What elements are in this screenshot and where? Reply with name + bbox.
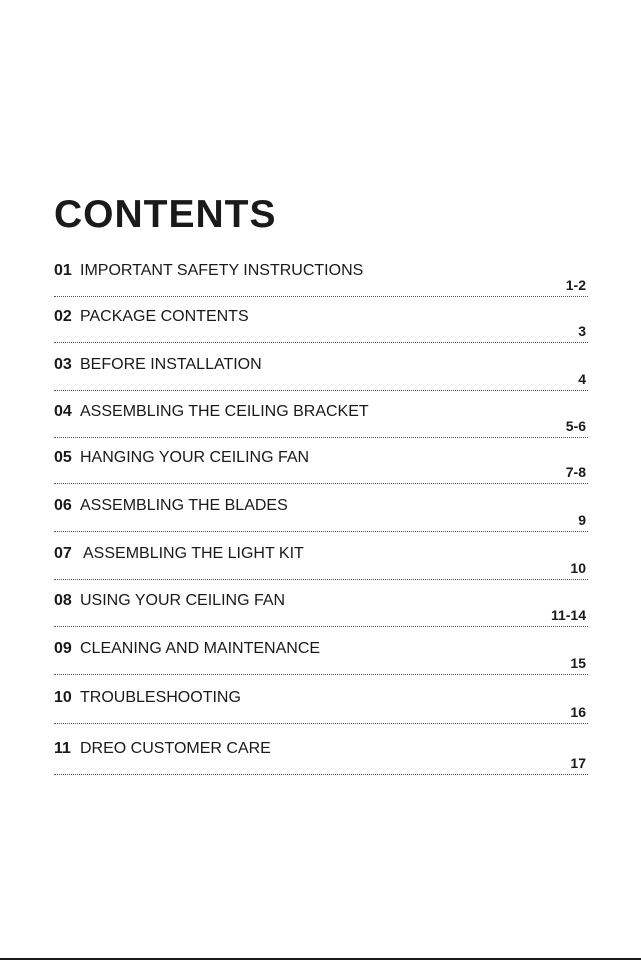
section-title: DREO CUSTOMER CARE [80,740,271,757]
toc-entry[interactable] [54,449,588,484]
toc-entry[interactable] [54,740,588,775]
section-title: IMPORTANT SAFETY INSTRUCTIONS [80,262,364,279]
section-number: 07 [54,545,72,562]
section-title: PACKAGE CONTENTS [80,308,249,325]
toc-entry[interactable] [54,308,588,343]
page-number: 5-6 [565,418,586,434]
page-number: 9 [578,512,586,528]
section-number: 01 [54,262,72,279]
toc-entry[interactable] [54,545,588,580]
page-number: 4 [578,371,586,387]
page-number: 1-2 [565,277,586,293]
toc-entry[interactable] [54,356,588,391]
section-number: 03 [54,356,72,373]
toc-entry[interactable] [54,640,588,675]
section-number: 10 [54,689,72,706]
section-number: 05 [54,449,72,466]
page-number: 3 [578,323,586,339]
page-number: 15 [570,655,586,671]
section-title: ASSEMBLING THE BLADES [80,497,288,514]
toc-entry[interactable] [54,497,588,532]
section-title: BEFORE INSTALLATION [80,356,262,373]
section-title: USING YOUR CEILING FAN [80,592,286,609]
section-number: 11 [54,740,71,757]
section-title: TROUBLESHOOTING [80,689,241,706]
section-number: 08 [54,592,72,609]
page-number: 10 [570,560,586,576]
page-number: 17 [570,755,586,771]
toc-entry[interactable] [54,592,588,627]
toc-entry[interactable] [54,689,588,724]
toc-entry[interactable] [54,403,588,438]
page-bottom-rule [0,958,641,960]
page-title: CONTENTS [54,193,277,236]
table-of-contents [54,0,588,961]
page-number: 16 [570,704,586,720]
section-number: 04 [54,403,72,420]
page-number: 7-8 [565,464,586,480]
section-title: HANGING YOUR CEILING FAN [80,449,310,466]
page-number: 11-14 [550,607,586,623]
section-title: ASSEMBLING THE CEILING BRACKET [80,403,369,420]
section-number: 09 [54,640,72,657]
section-number: 02 [54,308,72,325]
section-number: 06 [54,497,72,514]
section-title: ASSEMBLING THE LIGHT KIT [83,545,304,562]
toc-entry[interactable] [54,262,588,297]
section-title: CLEANING AND MAINTENANCE [80,640,321,657]
